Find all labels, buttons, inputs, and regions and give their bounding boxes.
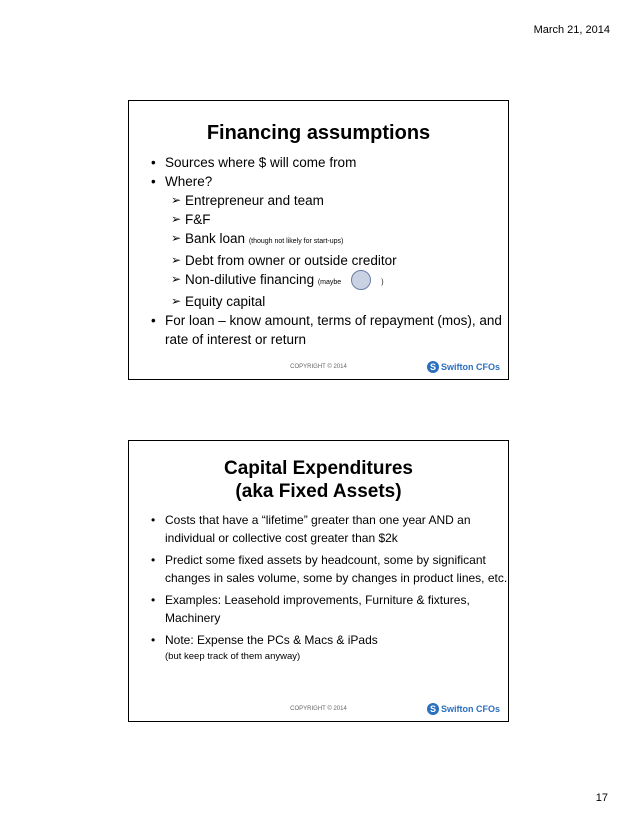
arrow-bullet-icon: ➢ xyxy=(171,272,182,286)
swifton-logo-icon: S xyxy=(427,361,439,373)
slide-financing-assumptions xyxy=(128,100,509,380)
arrow-bullet-icon: ➢ xyxy=(171,294,182,308)
state-seal-icon xyxy=(351,270,371,290)
sub-bullet-item xyxy=(151,251,508,270)
slide-capital-expenditures xyxy=(128,440,509,722)
sub-bullet-item xyxy=(151,270,508,292)
company-logo xyxy=(427,703,500,715)
company-logo xyxy=(427,361,500,373)
sub-bullet-item xyxy=(151,229,508,251)
slide-bullet-list xyxy=(151,153,508,349)
slide-title: Financing assumptions xyxy=(206,122,431,144)
arrow-bullet-icon: ➢ xyxy=(171,193,182,207)
bullet-item: • For loan – know amount, terms of repayment (mos), and rate of interest or return xyxy=(151,311,508,349)
slide-title-line: Capital Expenditures xyxy=(224,458,413,479)
logo-text: Swifton CFOs xyxy=(441,704,500,714)
copyright-text: COPYRIGHT © 2014 xyxy=(290,364,347,370)
bullet-item: • Costs that have a “lifetime” greater than one year AND an individual or collective cost greater than $2k xyxy=(151,511,508,547)
arrow-bullet-icon: ➢ xyxy=(171,212,182,226)
bullet-item: • Where? xyxy=(151,172,508,191)
nondilutive-note-close: ) xyxy=(381,279,384,286)
sub-bullet-label: F&F xyxy=(185,212,211,227)
sub-bullet-label: Non-dilutive financing xyxy=(185,272,315,287)
sub-bullet-item xyxy=(151,292,508,311)
bullet-item: • Examples: Leasehold improvements, Furniture & fixtures, Machinery xyxy=(151,591,508,627)
bullet-item: • Predict some fixed assets by headcount, some by significant changes in sales volume, some by changes in product lines, etc. xyxy=(151,551,508,587)
swifton-logo-icon: S xyxy=(427,703,439,715)
bullet-item: • Note: Expense the PCs & Macs & iPads xyxy=(151,631,508,649)
sub-bullet-item xyxy=(151,191,508,210)
sub-bullet-label: Debt from owner or outside creditor xyxy=(185,253,397,268)
arrow-bullet-icon: ➢ xyxy=(171,231,182,245)
arrow-bullet-icon: ➢ xyxy=(171,253,182,267)
document-date: March 21, 2014 xyxy=(533,24,610,36)
slide-title xyxy=(129,457,508,503)
logo-text: Swifton CFOs xyxy=(441,362,500,372)
sub-bullet-label: Bank loan xyxy=(185,231,246,246)
sub-bullet-label: Equity capital xyxy=(185,294,266,309)
nondilutive-note-open: (maybe xyxy=(317,279,342,286)
slide-bullet-list xyxy=(151,511,508,649)
bullet-item: • Sources where $ will come from xyxy=(151,153,508,172)
copyright-text: COPYRIGHT © 2014 xyxy=(290,706,347,712)
bank-loan-note: (though not likely for start-ups) xyxy=(248,238,344,245)
slide-title-line: (aka Fixed Assets) xyxy=(235,481,402,502)
sub-note: (but keep track of them anyway) xyxy=(165,651,301,662)
page-number: 17 xyxy=(595,792,608,804)
sub-bullet-item xyxy=(151,210,508,229)
sub-bullet-label: Entrepreneur and team xyxy=(185,193,324,208)
